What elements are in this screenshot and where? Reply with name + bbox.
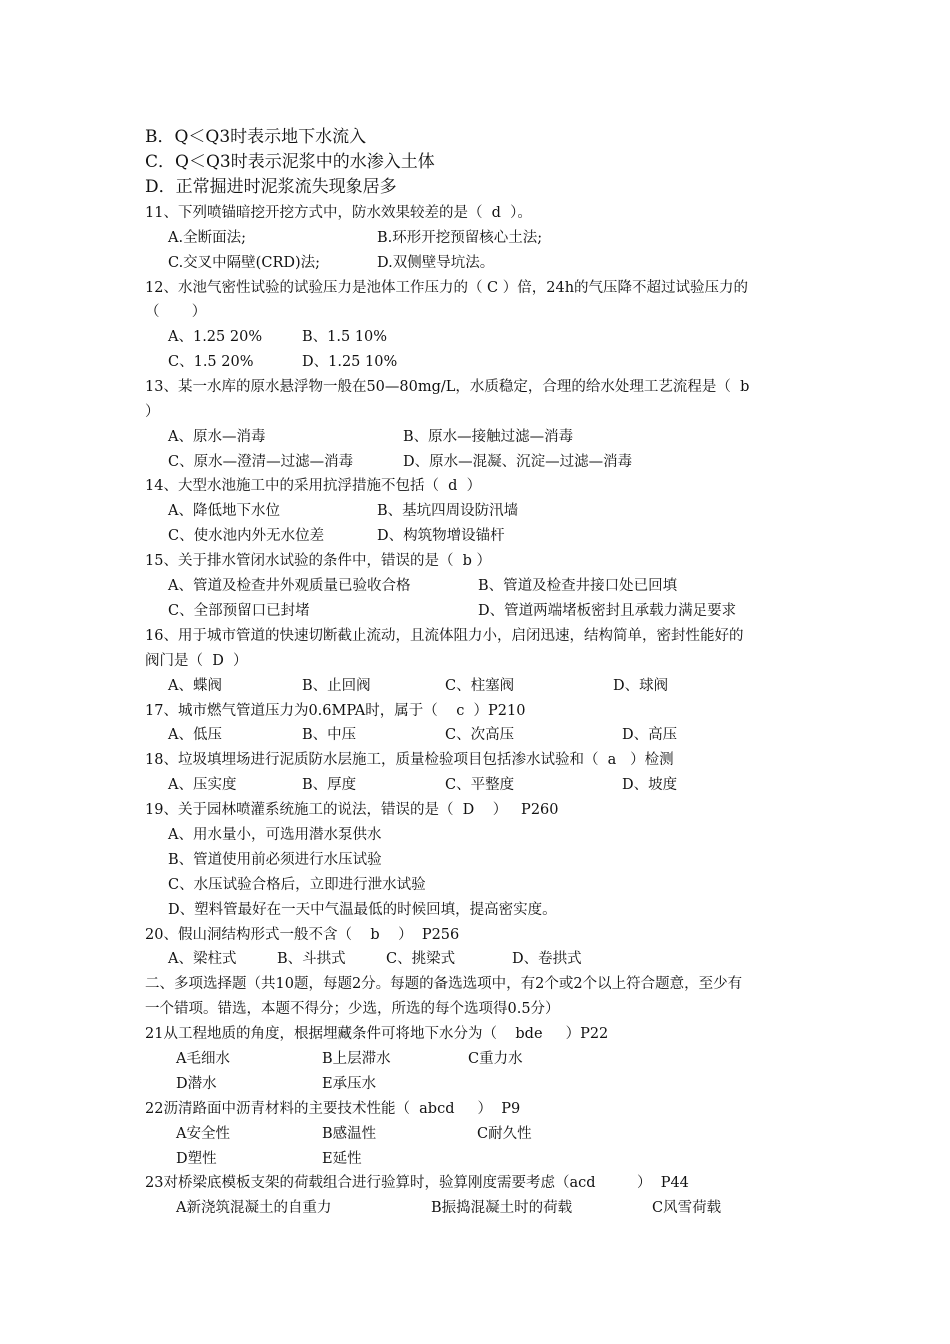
q12-option-b: B、1.5 10% bbox=[302, 329, 388, 345]
question-21: 21从工程地质的角度，根据埋藏条件可将地下水分为（ bde ）P22 bbox=[145, 1026, 609, 1042]
question-16: 16、用于城市管道的快速切断截止流动，且流体阻力小，启闭迅速，结构简单，密封性能好的 bbox=[145, 628, 744, 644]
q12-option-c: C、1.5 20% bbox=[168, 354, 254, 370]
q22-option-d: D塑性 bbox=[176, 1151, 217, 1167]
question-20: 20、假山洞结构形式一般不含（ b ） P256 bbox=[145, 927, 460, 943]
question-13: 13、某一水库的原水悬浮物一般在50—80mg/L，水质稳定，合理的给水处理工艺流程是（ b bbox=[145, 379, 750, 395]
question-12: 12、水池气密性试验的试验压力是池体工作压力的（ C ）倍，24h的气压降不超过试验压力的 bbox=[145, 280, 749, 296]
question-11: 11、下列喷锚暗挖开挖方式中，防水效果较差的是（ d ）。 bbox=[145, 205, 532, 221]
q11-option-b: B.环形开挖预留核心土法; bbox=[377, 230, 543, 246]
question-15: 15、关于排水管闭水试验的条件中，错误的是（ b ） bbox=[145, 553, 492, 569]
question-23: 23对桥梁底模板支架的荷载组合进行验算时，验算刚度需要考虑（acd ） P44 bbox=[145, 1175, 689, 1191]
question-17: 17、城市燃气管道压力为0.6MPA时，属于（ c ）P210 bbox=[145, 703, 526, 719]
q14-option-c: C、使水池内外无水位差 bbox=[168, 528, 325, 544]
q20-option-a: A、梁柱式 bbox=[168, 951, 237, 967]
q13-option-a: A、原水—消毒 bbox=[168, 429, 266, 445]
question-18: 18、垃圾填埋场进行泥质防水层施工，质量检验项目包括渗水试验和（ a ）检测 bbox=[145, 752, 674, 768]
question-19: 19、关于园林喷灌系统施工的说法，错误的是（ D ） P260 bbox=[145, 802, 559, 818]
q22-option-e: E延性 bbox=[322, 1151, 362, 1167]
q14-option-b: B、基坑四周设防汛墙 bbox=[377, 503, 519, 519]
q16-option-c: C、柱塞阀 bbox=[445, 678, 515, 694]
q23-option-b: B振捣混凝土时的荷载 bbox=[431, 1200, 573, 1216]
q11-option-c: C.交叉中隔壁(CRD)法; bbox=[168, 255, 321, 271]
q20-option-c: C、挑梁式 bbox=[386, 951, 456, 967]
q22-option-a: A安全性 bbox=[176, 1126, 230, 1142]
option-c: C．Q＜Q3时表示泥浆中的水渗入土体 bbox=[145, 152, 435, 172]
q22-option-c: C耐久性 bbox=[477, 1126, 532, 1142]
q19-option-b: B、管道使用前必须进行水压试验 bbox=[168, 852, 382, 868]
q17-option-d: D、高压 bbox=[622, 727, 678, 743]
q14-option-d: D、构筑物增设锚杆 bbox=[377, 528, 505, 544]
q20-option-d: D、卷拱式 bbox=[512, 951, 582, 967]
q15-option-b: B、管道及检查井接口处已回填 bbox=[478, 578, 678, 594]
option-b: B．Q＜Q3时表示地下水流入 bbox=[145, 127, 367, 147]
q21-option-c: C重力水 bbox=[468, 1051, 523, 1067]
q13-option-c: C、原水—澄清—过滤—消毒 bbox=[168, 454, 354, 470]
section-heading-multiple-choice: 二、多项选择题（共10题，每题2分。每题的备选选项中，有2个或2个以上符合题意，至少有 bbox=[145, 976, 743, 992]
q11-option-d: D.双侧壁导坑法。 bbox=[377, 255, 495, 271]
q15-option-a: A、管道及检查井外观质量已验收合格 bbox=[168, 578, 411, 594]
q16-option-b: B、止回阀 bbox=[302, 678, 371, 694]
q18-option-c: C、平整度 bbox=[445, 777, 515, 793]
q23-option-c: C风雪荷载 bbox=[652, 1200, 722, 1216]
question-12-cont: （ ） bbox=[145, 304, 207, 320]
q21-option-a: A毛细水 bbox=[176, 1051, 230, 1067]
q14-option-a: A、降低地下水位 bbox=[168, 503, 280, 519]
q17-option-a: A、低压 bbox=[168, 727, 222, 743]
q17-option-c: C、次高压 bbox=[445, 727, 515, 743]
q23-option-a: A新浇筑混凝土的自重力 bbox=[176, 1200, 332, 1216]
q12-option-a: A、1.25 20% bbox=[168, 329, 263, 345]
section-heading-cont: 一个错项。错选，本题不得分；少选，所选的每个选项得0.5分） bbox=[145, 1001, 560, 1017]
q19-option-c: C、水压试验合格后，立即进行泄水试验 bbox=[168, 877, 426, 893]
q18-option-a: A、压实度 bbox=[168, 777, 237, 793]
question-14: 14、大型水池施工中的采用抗浮措施不包括（ d ） bbox=[145, 478, 482, 494]
q15-option-d: D、管道两端堵板密封且承载力满足要求 bbox=[478, 603, 737, 619]
q22-option-b: B感温性 bbox=[322, 1126, 377, 1142]
option-d: D．正常掘进时泥浆流失现象居多 bbox=[145, 177, 397, 197]
q12-option-d: D、1.25 10% bbox=[302, 354, 398, 370]
q21-option-e: E承压水 bbox=[322, 1076, 377, 1092]
q20-option-b: B、斗拱式 bbox=[277, 951, 346, 967]
q19-option-d: D、塑料管最好在一天中气温最低的时候回填，提高密实度。 bbox=[168, 902, 557, 918]
q18-option-b: B、厚度 bbox=[302, 777, 357, 793]
q16-option-a: A、蝶阀 bbox=[168, 678, 222, 694]
q15-option-c: C、全部预留口已封堵 bbox=[168, 603, 310, 619]
q16-option-d: D、球阀 bbox=[613, 678, 669, 694]
q21-option-b: B上层滞水 bbox=[322, 1051, 391, 1067]
q13-option-b: B、原水—接触过滤—消毒 bbox=[403, 429, 574, 445]
q19-option-a: A、用水量小，可选用潜水泵供水 bbox=[168, 827, 382, 843]
question-22: 22沥清路面中沥青材料的主要技术性能（ abcd ） P9 bbox=[145, 1101, 521, 1117]
q13-option-d: D、原水—混凝、沉淀—过滤—消毒 bbox=[403, 454, 633, 470]
q17-option-b: B、中压 bbox=[302, 727, 357, 743]
q21-option-d: D潜水 bbox=[176, 1076, 217, 1092]
q11-option-a: A.全断面法; bbox=[168, 230, 246, 246]
question-13-cont: ） bbox=[145, 404, 160, 420]
question-16-cont: 阀门是（ D ） bbox=[145, 653, 248, 669]
q18-option-d: D、坡度 bbox=[622, 777, 678, 793]
